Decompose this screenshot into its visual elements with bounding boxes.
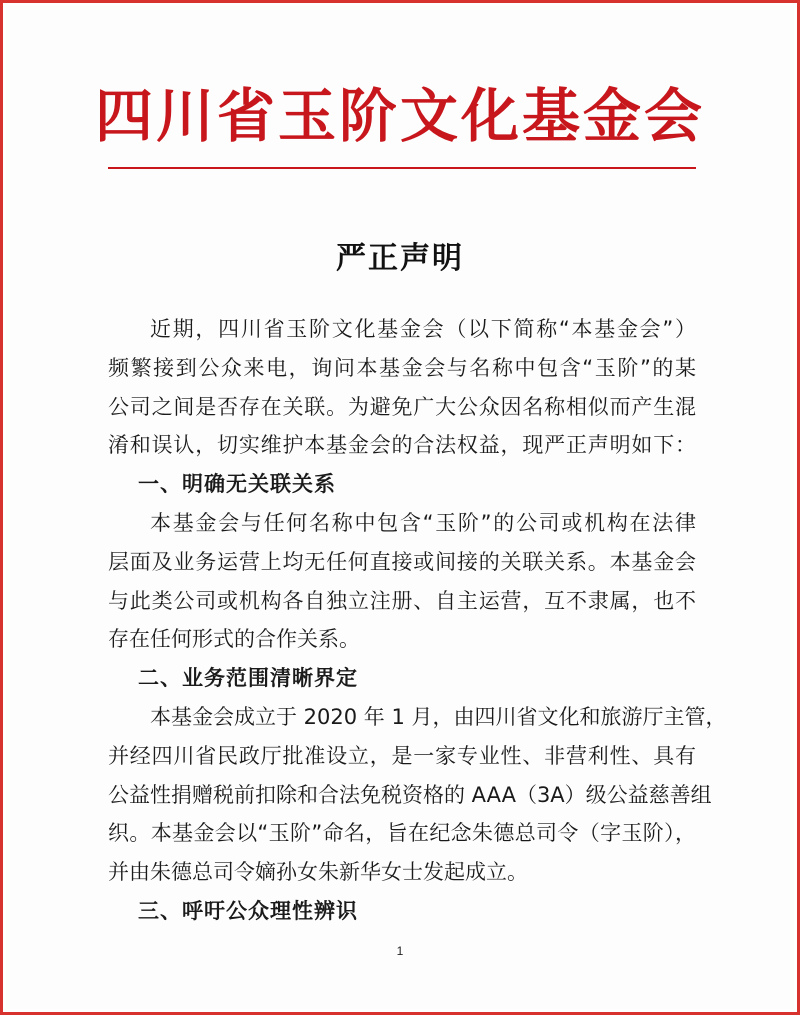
paragraph-line: 并由朱德总司令嫡孙女朱新华女士发起成立。: [108, 860, 528, 885]
letterhead-divider: [108, 167, 696, 169]
document-body: [108, 310, 727, 931]
letterhead-organization-name: 四川省玉阶文化基金会: [94, 82, 705, 150]
document-title: 严正声明: [336, 241, 464, 276]
paragraph-line: 公益性捐赠税前扣除和合法免税资格的 AAA（3A）级公益慈善组: [108, 782, 712, 807]
paragraph-line: 本基金会成立于 2020 年 1 月，由四川省文化和旅游厅主管，: [150, 704, 727, 729]
paragraph-line: 织。本基金会以“玉阶”命名，旨在纪念朱德总司令（字玉阶），: [108, 821, 696, 846]
section-heading: 二、业务范围清晰界定: [138, 666, 358, 691]
paragraph-line: 淆和误认，切实维护本基金会的合法权益，现严正声明如下：: [108, 433, 696, 458]
section-heading: 三、呼吁公众理性辨识: [138, 898, 358, 923]
paragraph-line: 近期，四川省玉阶文化基金会（以下简称“本基金会”）: [150, 317, 696, 341]
paragraph-line: 存在任何形式的合作关系。: [108, 627, 360, 652]
paragraph-line: 本基金会与任何名称中包含“玉阶”的公司或机构在法律: [150, 510, 696, 535]
page-number: 1: [396, 944, 404, 958]
paragraph-line: 公司之间是否存在关联。为避免广大公众因名称相似而产生混: [108, 394, 696, 419]
paragraph-line: 与此类公司或机构各自独立注册、自主运营，互不隶属，也不: [108, 588, 696, 613]
paragraph-line: 频繁接到公众来电，询问本基金会与名称中包含“玉阶”的某: [108, 355, 696, 380]
paragraph-line: 层面及业务运营上均无任何直接或间接的关联关系。本基金会: [108, 549, 696, 574]
paragraph-line: 并经四川省民政厅批准设立，是一家专业性、非营利性、具有: [108, 743, 696, 768]
section-heading: 一、明确无关联关系: [138, 472, 336, 497]
